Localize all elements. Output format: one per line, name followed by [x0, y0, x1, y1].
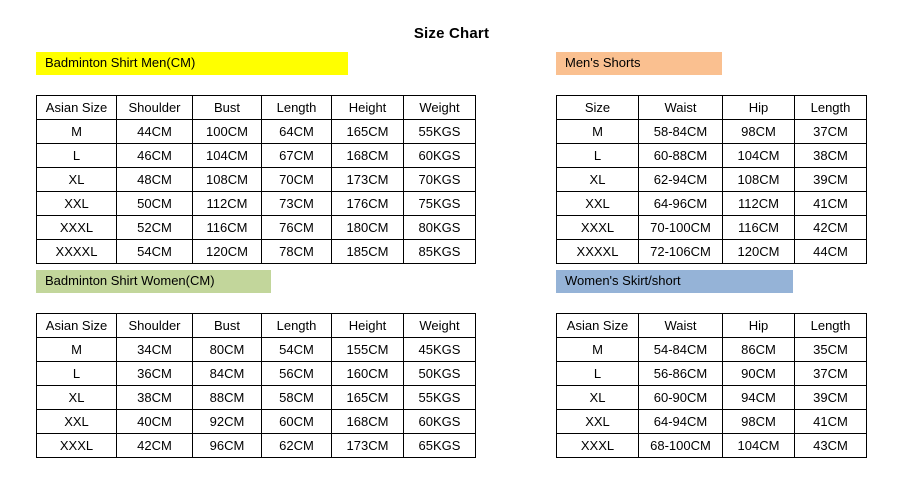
cell: 112CM — [193, 192, 262, 216]
table-row — [557, 120, 867, 144]
table-row — [557, 192, 867, 216]
cell: 108CM — [723, 168, 795, 192]
cell: 42CM — [795, 216, 867, 240]
cell: 36CM — [117, 362, 193, 386]
size-table-womens-skirt-short — [556, 313, 867, 458]
cell: 44CM — [795, 240, 867, 264]
cell: XXXXL — [557, 240, 639, 264]
column-header: Weight — [404, 314, 476, 338]
cell: 98CM — [723, 410, 795, 434]
table-row — [37, 362, 476, 386]
table-row — [37, 216, 476, 240]
cell: 70CM — [262, 168, 332, 192]
column-header: Weight — [404, 96, 476, 120]
section-badminton-shirt-women — [36, 270, 476, 458]
column-header: Bust — [193, 314, 262, 338]
cell: 68-100CM — [639, 434, 723, 458]
section-banner-label: Badminton Shirt Women(CM) — [36, 270, 271, 293]
cell: 112CM — [723, 192, 795, 216]
table-header-row — [557, 96, 867, 120]
cell: 85KGS — [404, 240, 476, 264]
table-row — [557, 338, 867, 362]
table-header-row — [37, 96, 476, 120]
cell: 176CM — [332, 192, 404, 216]
cell: XL — [37, 168, 117, 192]
column-header: Size — [557, 96, 639, 120]
column-header: Asian Size — [37, 96, 117, 120]
cell: 37CM — [795, 362, 867, 386]
cell: 39CM — [795, 386, 867, 410]
table-row — [37, 192, 476, 216]
cell: XXXL — [37, 434, 117, 458]
section-banner-label: Badminton Shirt Men(CM) — [36, 52, 348, 75]
cell: 55KGS — [404, 120, 476, 144]
cell: 70-100CM — [639, 216, 723, 240]
cell: XXL — [557, 192, 639, 216]
cell: 62-94CM — [639, 168, 723, 192]
section-mens-shorts — [556, 52, 867, 264]
section-banner-label: Men's Shorts — [556, 52, 722, 75]
cell: XXL — [37, 192, 117, 216]
cell: 94CM — [723, 386, 795, 410]
column-header: Shoulder — [117, 314, 193, 338]
section-womens-skirt-short — [556, 270, 867, 458]
cell: 38CM — [117, 386, 193, 410]
cell: 60KGS — [404, 410, 476, 434]
cell: XL — [557, 168, 639, 192]
cell: 54CM — [117, 240, 193, 264]
table-row — [37, 144, 476, 168]
cell: L — [557, 144, 639, 168]
table-row — [37, 168, 476, 192]
cell: 67CM — [262, 144, 332, 168]
column-header: Length — [795, 96, 867, 120]
cell: 168CM — [332, 410, 404, 434]
cell: 60KGS — [404, 144, 476, 168]
cell: 100CM — [193, 120, 262, 144]
cell: 165CM — [332, 386, 404, 410]
table-row — [557, 240, 867, 264]
table-row — [557, 386, 867, 410]
cell: 60CM — [262, 410, 332, 434]
cell: 62CM — [262, 434, 332, 458]
cell: 180CM — [332, 216, 404, 240]
cell: 108CM — [193, 168, 262, 192]
table-header-row — [557, 314, 867, 338]
cell: 120CM — [723, 240, 795, 264]
cell: L — [37, 144, 117, 168]
cell: 45KGS — [404, 338, 476, 362]
cell: 185CM — [332, 240, 404, 264]
cell: 64-96CM — [639, 192, 723, 216]
cell: 84CM — [193, 362, 262, 386]
cell: L — [37, 362, 117, 386]
cell: 80KGS — [404, 216, 476, 240]
size-table-badminton-shirt-men — [36, 95, 476, 264]
cell: 42CM — [117, 434, 193, 458]
cell: 58-84CM — [639, 120, 723, 144]
table-row — [37, 434, 476, 458]
cell: 37CM — [795, 120, 867, 144]
column-header: Hip — [723, 96, 795, 120]
cell: 50CM — [117, 192, 193, 216]
cell: XXL — [37, 410, 117, 434]
cell: XL — [37, 386, 117, 410]
cell: 41CM — [795, 410, 867, 434]
cell: M — [37, 120, 117, 144]
size-table-mens-shorts — [556, 95, 867, 264]
table-row — [557, 168, 867, 192]
cell: 73CM — [262, 192, 332, 216]
cell: 54CM — [262, 338, 332, 362]
cell: 64-94CM — [639, 410, 723, 434]
cell: 38CM — [795, 144, 867, 168]
cell: 78CM — [262, 240, 332, 264]
section-banner-label: Women's Skirt/short — [556, 270, 793, 293]
cell: 160CM — [332, 362, 404, 386]
cell: 173CM — [332, 434, 404, 458]
cell: 120CM — [193, 240, 262, 264]
cell: 104CM — [723, 434, 795, 458]
table-row — [557, 434, 867, 458]
cell: 50KGS — [404, 362, 476, 386]
column-header: Asian Size — [557, 314, 639, 338]
cell: 98CM — [723, 120, 795, 144]
column-header: Height — [332, 314, 404, 338]
cell: 165CM — [332, 120, 404, 144]
column-header: Length — [795, 314, 867, 338]
column-header: Height — [332, 96, 404, 120]
table-row — [557, 410, 867, 434]
cell: 58CM — [262, 386, 332, 410]
column-header: Length — [262, 314, 332, 338]
table-row — [37, 410, 476, 434]
cell: 116CM — [723, 216, 795, 240]
cell: XXXL — [37, 216, 117, 240]
cell: 76CM — [262, 216, 332, 240]
table-header-row — [37, 314, 476, 338]
cell: 34CM — [117, 338, 193, 362]
cell: 173CM — [332, 168, 404, 192]
cell: XL — [557, 386, 639, 410]
cell: 155CM — [332, 338, 404, 362]
cell: M — [37, 338, 117, 362]
cell: 60-88CM — [639, 144, 723, 168]
cell: 90CM — [723, 362, 795, 386]
cell: 40CM — [117, 410, 193, 434]
cell: XXXXL — [37, 240, 117, 264]
cell: M — [557, 120, 639, 144]
cell: 52CM — [117, 216, 193, 240]
cell: 44CM — [117, 120, 193, 144]
cell: 104CM — [193, 144, 262, 168]
table-row — [557, 144, 867, 168]
column-header: Waist — [639, 96, 723, 120]
cell: 92CM — [193, 410, 262, 434]
cell: 48CM — [117, 168, 193, 192]
size-table-badminton-shirt-women — [36, 313, 476, 458]
page-title: Size Chart — [413, 25, 490, 42]
cell: 39CM — [795, 168, 867, 192]
table-row — [557, 362, 867, 386]
table-row — [37, 120, 476, 144]
cell: M — [557, 338, 639, 362]
column-header: Hip — [723, 314, 795, 338]
cell: L — [557, 362, 639, 386]
cell: 55KGS — [404, 386, 476, 410]
cell: 35CM — [795, 338, 867, 362]
table-row — [37, 338, 476, 362]
cell: 64CM — [262, 120, 332, 144]
column-header: Bust — [193, 96, 262, 120]
cell: 116CM — [193, 216, 262, 240]
cell: 104CM — [723, 144, 795, 168]
cell: 88CM — [193, 386, 262, 410]
cell: XXXL — [557, 216, 639, 240]
table-row — [37, 386, 476, 410]
cell: 56CM — [262, 362, 332, 386]
cell: 54-84CM — [639, 338, 723, 362]
table-row — [557, 216, 867, 240]
column-header: Shoulder — [117, 96, 193, 120]
cell: XXL — [557, 410, 639, 434]
cell: 43CM — [795, 434, 867, 458]
cell: 56-86CM — [639, 362, 723, 386]
cell: 75KGS — [404, 192, 476, 216]
section-badminton-shirt-men — [36, 52, 476, 264]
column-header: Asian Size — [37, 314, 117, 338]
cell: 70KGS — [404, 168, 476, 192]
cell: 86CM — [723, 338, 795, 362]
cell: XXXL — [557, 434, 639, 458]
cell: 65KGS — [404, 434, 476, 458]
cell: 60-90CM — [639, 386, 723, 410]
cell: 46CM — [117, 144, 193, 168]
cell: 96CM — [193, 434, 262, 458]
column-header: Waist — [639, 314, 723, 338]
cell: 72-106CM — [639, 240, 723, 264]
table-row — [37, 240, 476, 264]
cell: 168CM — [332, 144, 404, 168]
column-header: Length — [262, 96, 332, 120]
cell: 41CM — [795, 192, 867, 216]
cell: 80CM — [193, 338, 262, 362]
